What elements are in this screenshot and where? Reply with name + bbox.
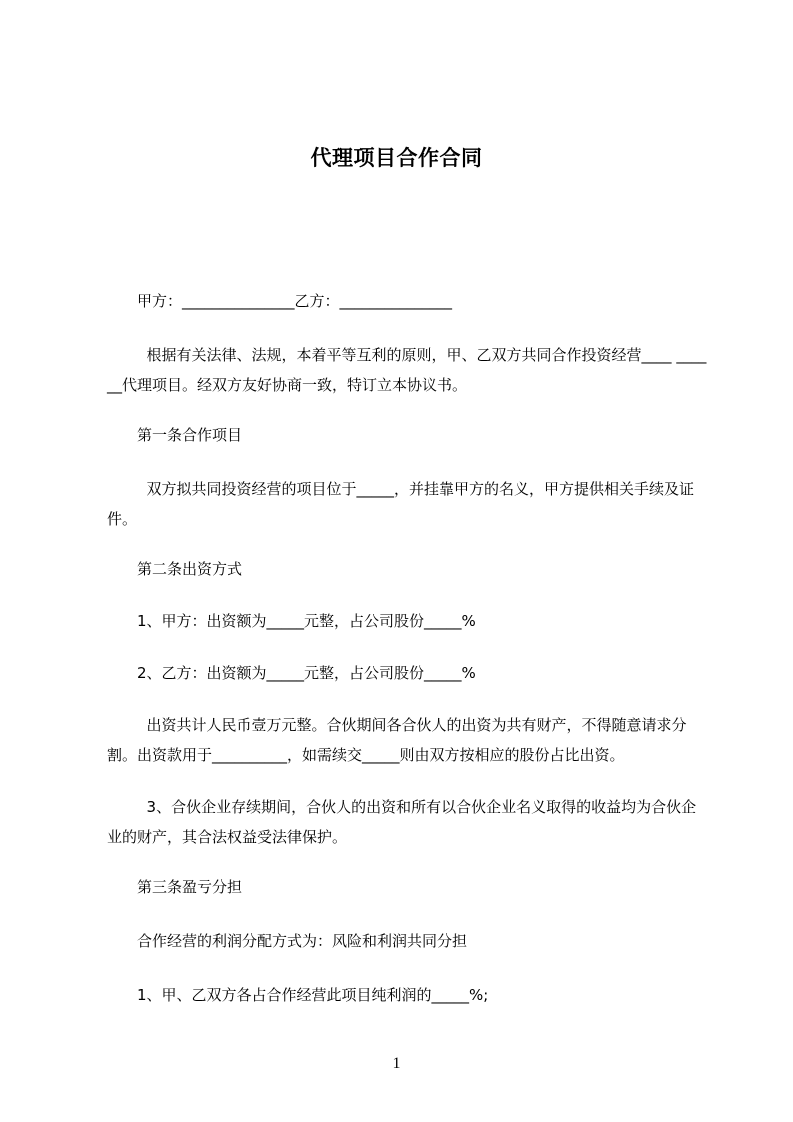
article1-heading: 第一条合作项目 <box>137 426 243 444</box>
article3-paragraph: 合作经营的利润分配方式为：风险和利润共同分担 <box>137 932 468 950</box>
article1-paragraph: 双方拟共同投资经营的项目位于_____，并挂靠甲方的名义，甲方提供相关手续及证件。 <box>107 480 695 528</box>
article2-item-3: 3、合伙企业存续期间，合伙人的出资和所有以合伙企业名义取得的收益均为合伙企业的财产，其合法权益受法律保护。 <box>107 798 697 846</box>
article2-paragraph: 出资共计人民币壹万元整。合伙期间各合伙人的出资为共有财产，不得随意请求分割。出资款用于__________，如需续交_____则由双方按相应的股份占比出资。 <box>107 716 687 764</box>
article2-heading: 第二条出资方式 <box>137 560 243 578</box>
preamble-paragraph: 根据有关法律、法规，本着平等互利的原则，甲、乙双方共同合作投资经营____ ______代理项目。经双方友好协商一致，特订立本协议书。 <box>107 346 707 394</box>
article2-item-1: 1、甲方：出资额为_____元整，占公司股份_____% <box>137 612 476 630</box>
article3-heading: 第三条盈亏分担 <box>137 878 243 896</box>
parties-line: 甲方：_______________乙方：_______________ <box>137 292 453 310</box>
article2-item-2: 2、乙方：出资额为_____元整，占公司股份_____% <box>137 664 476 682</box>
document-title: 代理项目合作合同 <box>310 146 483 170</box>
page-number: 1 <box>392 1055 401 1072</box>
article3-item-1: 1、甲、乙双方各占合作经营此项目纯利润的_____%; <box>137 986 489 1004</box>
